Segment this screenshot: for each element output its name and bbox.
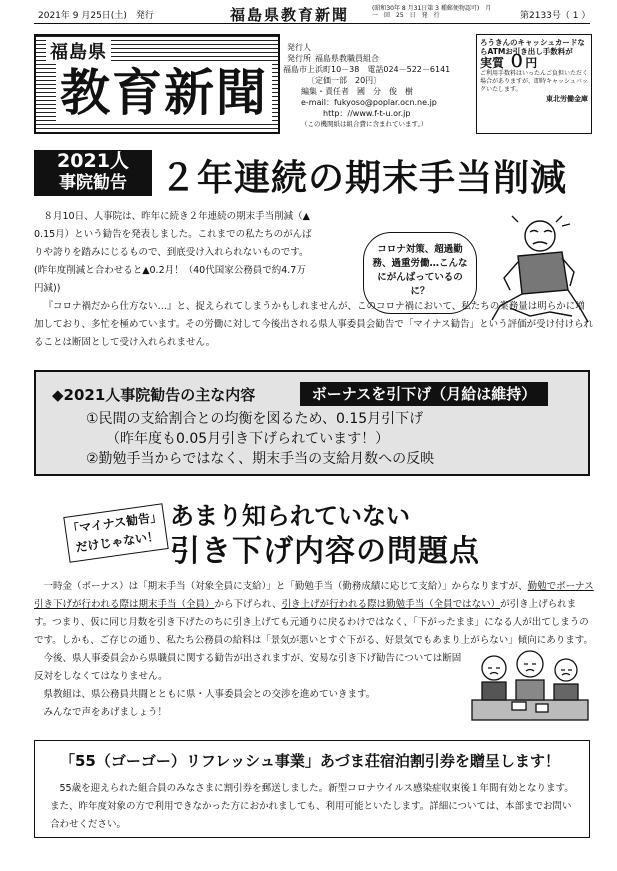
story2-underline: 勤勉でボーナス引き下げが行われる際は期末手当（全員）	[34, 581, 594, 610]
header-rule	[34, 23, 590, 24]
worried-family-illustration	[466, 638, 594, 734]
issuer-label: 発行人	[287, 43, 311, 52]
masthead-title: 教育新聞	[56, 64, 272, 122]
story2-paragraph4: みんなで声をあげましょう！	[43, 707, 168, 718]
issue-number: 第2133号（ 1 ）	[520, 11, 591, 21]
org-name: 福島県教職員組合	[315, 54, 379, 63]
story1-line: りや誇りを踏みにじるもので、到底受け入れられないものです。	[34, 247, 309, 258]
story2-paragraph1	[34, 578, 594, 646]
paper-name: 福島県教育新聞	[230, 6, 350, 24]
story2-underline: 引き上げが行われる際は勤勉手当（全員ではない）	[281, 599, 501, 610]
story1-paragraph2: 『コロナ禍だから仕方ない…』と、捉えられてしまうかもしれませんが、このコロナ禍において、私たちの業務量は明らかに増加しており、多忙を極めています。その労働に対して今後出される県人事委員会勧告で「マイナス勧告」という評価が受け付けられることは断固として受け入れられません。	[34, 301, 594, 348]
story1-line: ８月10日、人事院は、昨年に続き２年連続の期末手当削減（▲	[43, 211, 310, 222]
story2-text: から下げられ、	[214, 599, 282, 610]
fee-note: （この機関紙は組合費に含まれています。）	[301, 120, 428, 128]
summary-tag: ボーナスを引下げ（月給は維持）	[300, 382, 548, 406]
refresh-title: 「55（ゴーゴー）リフレッシュ事業」あづま荘宿泊割引券を贈呈します！	[60, 752, 560, 770]
ad-price-unit: 円	[525, 56, 538, 70]
speech-bubble: コロナ対策、超過勤務、過重労働…こんなにがんばっているのに？	[363, 232, 477, 314]
ad-body: ご利用手数料はいったんご負担いただく場合がありますが、即時キャッシュバックいたします。	[480, 70, 589, 93]
headline-tag-line2: 事院勧告	[59, 173, 127, 193]
story2-paragraph3: 県教組は、県公務員共闘とともに県・人事委員会との交渉を進めていきます。	[43, 689, 376, 700]
editor: 編集・責任者 國 分 俊 樹	[301, 87, 413, 96]
story1-line: 円減))	[34, 283, 61, 294]
summary-item1-note: （昨年度も0.05月引き下げられています！）	[106, 431, 390, 447]
address: 福島市上浜町10－38 電話024－522－6141	[283, 65, 451, 74]
email[interactable]: e-mail：fukyoso@poplar.ocn.ne.jp	[301, 98, 437, 107]
headline-title: ２年連続の期末手当削減	[160, 158, 568, 199]
headline-tag-line1: 2021人	[57, 150, 129, 172]
ad-price	[480, 52, 588, 72]
masthead	[34, 34, 280, 134]
headline-tag	[34, 150, 152, 196]
ad-price-label: 実質	[480, 56, 505, 70]
summary-item1: ①民間の支給割合との均衡を図るため、0.15月引下げ	[86, 411, 424, 427]
story1-line: 0.15月）という勧告を発表しました。これまでの私たちのがんば	[34, 229, 312, 240]
ad-headline: ろうきんのキャッシュカードならATMお引き出し手数料が	[480, 38, 585, 56]
registration-note: (昭和30年 8 月31日第 3 種郵便物認可) 月 一 回 25 日 発 行	[372, 5, 498, 19]
bank-ad	[476, 34, 592, 134]
ad-bank: 東北労働金庫	[546, 95, 588, 103]
issue-date: 2021年 9 月25日(土) 発行	[38, 11, 154, 21]
overworked-worker-illustration	[470, 208, 598, 328]
story2-paragraphs	[34, 632, 462, 722]
masthead-prefecture: 福島県	[46, 38, 111, 64]
summary-heading: ◆2021人事院勧告の主な内容	[52, 386, 256, 404]
refresh-body: 55歳を迎えられた組合員のみなさまに割引券を郵送しました。新型コロナウイルス感染症収束後１年間有効となります。また、昨年度対象の方で利用できなかった方におかれましても、利用可能といたします。詳細については、本部までお問い合わせください。	[50, 783, 574, 830]
story2-text: が引き上げられます。つまり、仮に同じ月数を引き下げたのちに引き上げても元通りに戻るわけではなく、「下がったまま」になる人が出てしまうのです。しかも、ご存じの通り、私たち公務員の給料は「景気が悪いとすぐ下がる、好景気でもあまり上がらない」傾向にあります。	[34, 599, 593, 646]
ad-price-value: ０	[508, 52, 526, 72]
office-label: 発行所	[287, 54, 311, 63]
story2-tag: 「マイナス勧告」だけじゃない！	[63, 503, 168, 562]
story1-line: (昨年度削減と合わせると▲0.2月！（40代国家公務員で約4.7万	[34, 265, 306, 276]
story1-paragraph1	[34, 208, 360, 298]
story2-text: 一時金（ボーナス）は「期末手当（対象全員に支給）」と「勤勉手当（勤務成績に応じて支給）」からなりますが、	[43, 581, 528, 592]
website-url[interactable]: http：//www.f-t-u.or.jp	[323, 109, 411, 118]
story2-heading2: 引き下げ内容の問題点	[170, 534, 480, 569]
story2-heading1: あまり知られていない	[170, 502, 410, 530]
price: 〔定価一部 20円〕	[307, 76, 382, 85]
publisher-info	[283, 42, 473, 130]
summary-item2: ②勤勉手当からではなく、期末手当の支給月数への反映	[86, 451, 435, 467]
story2-paragraph2: 今後、県人事委員会から県職員に関する勧告が出されますが、安易な引き下げ勧告については断固反対をしなくてはなりません。	[34, 653, 462, 682]
